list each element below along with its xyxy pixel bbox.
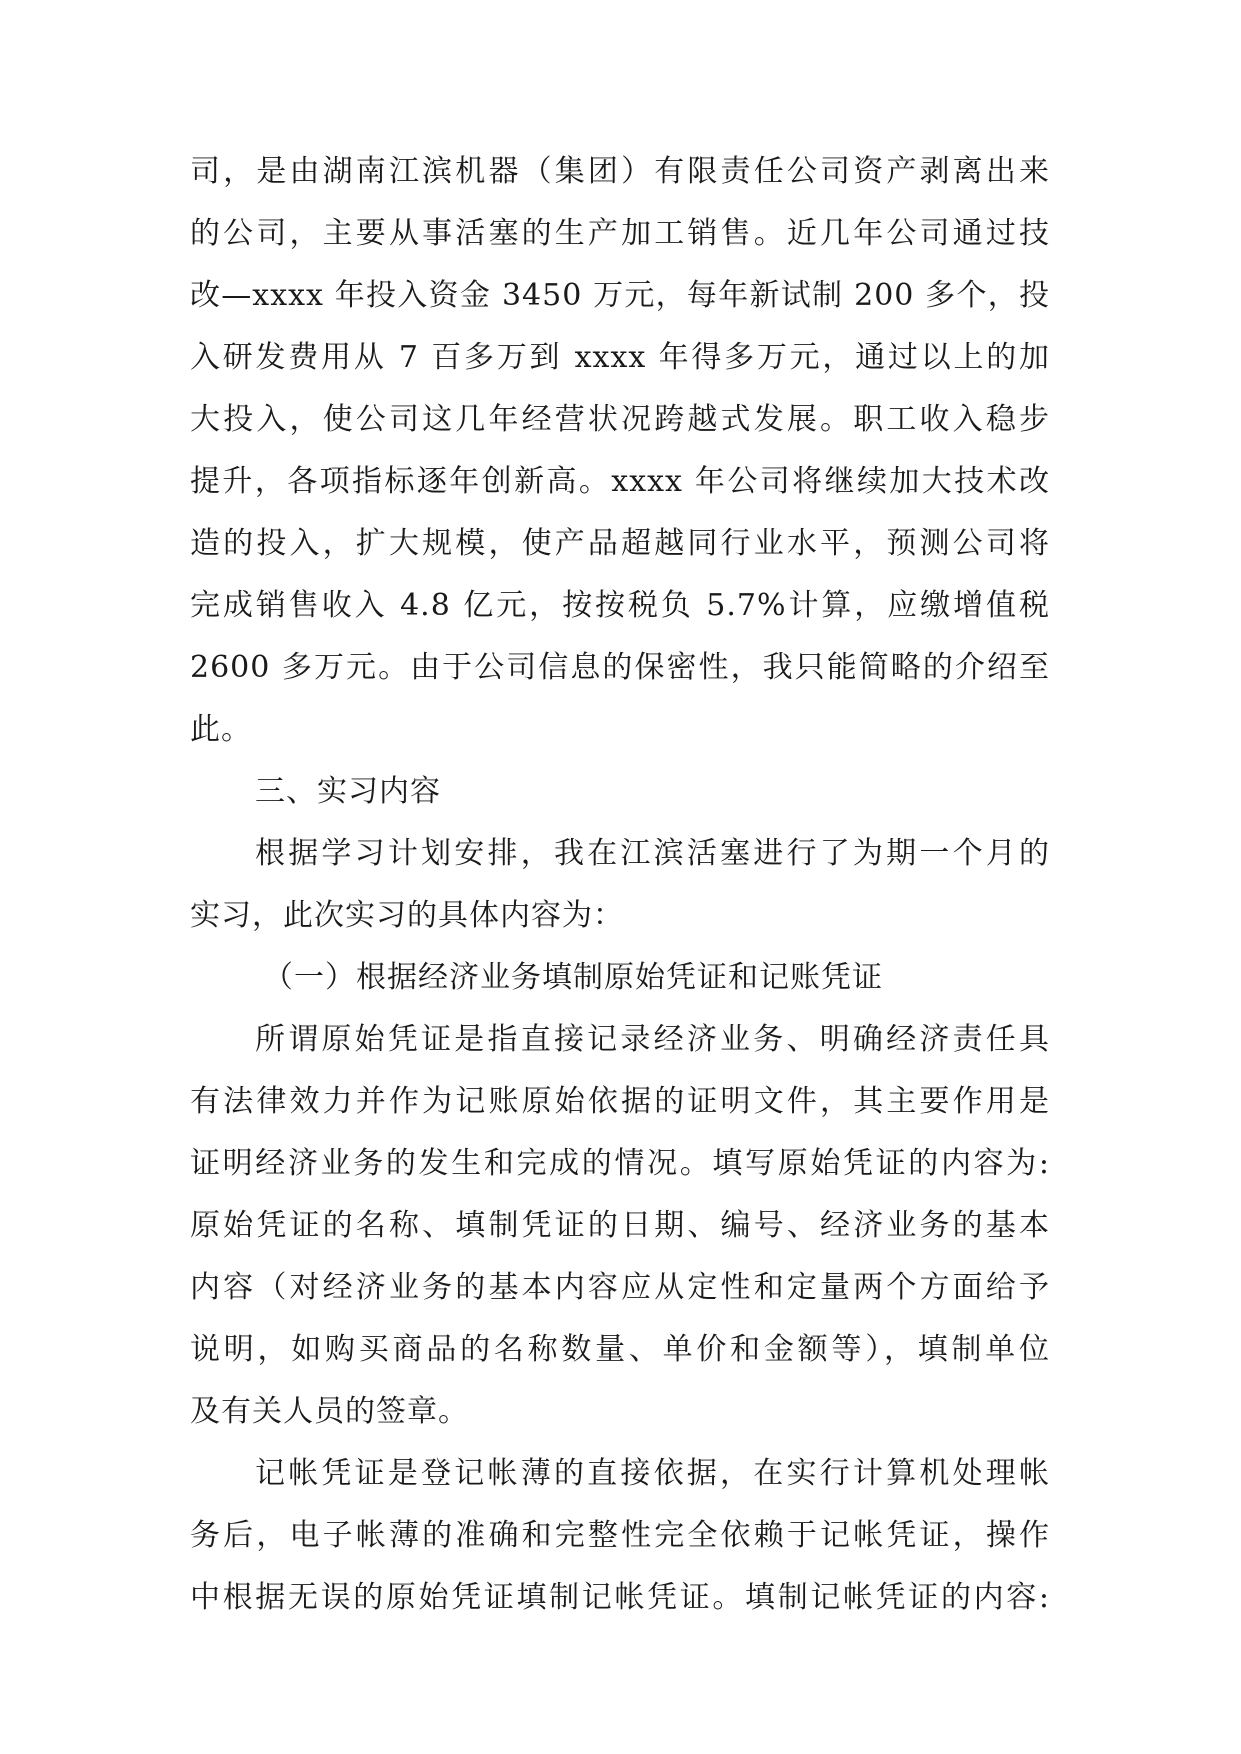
body-text-line: 证明经济业务的发生和完成的情况。填写原始凭证的内容为: (190, 1146, 1050, 1181)
body-text-line: 完成销售收入 4.8 亿元，按按税负 5.7%计算，应缴增值税 (190, 588, 1050, 623)
body-text-line: 入研发费用从 7 百多万到 xxxx 年得多万元，通过以上的加 (190, 340, 1050, 375)
body-text-line: 内容（对经济业务的基本内容应从定性和定量两个方面给予 (190, 1270, 1050, 1305)
section-heading: 三、实习内容 (255, 774, 441, 809)
body-text-line: 有法律效力并作为记账原始依据的证明文件，其主要作用是 (190, 1084, 1050, 1119)
body-text-line: 造的投入，扩大规模，使产品超越同行业水平，预测公司将 (190, 526, 1050, 561)
body-text-line: 原始凭证的名称、填制凭证的日期、编号、经济业务的基本 (190, 1208, 1050, 1243)
body-text-line: 记帐凭证是登记帐薄的直接依据，在实行计算机处理帐 (255, 1456, 1050, 1491)
body-text-line: 司，是由湖南江滨机器（集团）有限责任公司资产剥离出来 (190, 154, 1050, 189)
body-text-line: 及有关人员的签章。 (190, 1394, 469, 1429)
body-text-line: 中根据无误的原始凭证填制记帐凭证。填制记帐凭证的内容: (190, 1580, 1050, 1615)
body-text-line: 的公司，主要从事活塞的生产加工销售。近几年公司通过技 (190, 216, 1050, 251)
body-text-line: 2600 多万元。由于公司信息的保密性，我只能简略的介绍至 (190, 650, 1050, 685)
body-text-line: 所谓原始凭证是指直接记录经济业务、明确经济责任具 (255, 1022, 1050, 1057)
subsection-heading: （一）根据经济业务填制原始凭证和记账凭证 (263, 960, 883, 995)
body-text-line: 实习，此次实习的具体内容为： (190, 898, 624, 933)
body-text-line: 说明，如购买商品的名称数量、单价和金额等），填制单位 (190, 1332, 1050, 1367)
body-text-line: 此。 (190, 712, 252, 747)
body-text-line: 务后，电子帐薄的准确和完整性完全依赖于记帐凭证，操作 (190, 1518, 1050, 1553)
body-text-line: 根据学习计划安排，我在江滨活塞进行了为期一个月的 (255, 836, 1050, 871)
body-text-line: 大投入，使公司这几年经营状况跨越式发展。职工收入稳步 (190, 402, 1050, 437)
body-text-line: 改—xxxx 年投入资金 3450 万元，每年新试制 200 多个，投 (190, 278, 1050, 313)
body-text-line: 提升，各项指标逐年创新高。xxxx 年公司将继续加大技术改 (190, 464, 1050, 499)
